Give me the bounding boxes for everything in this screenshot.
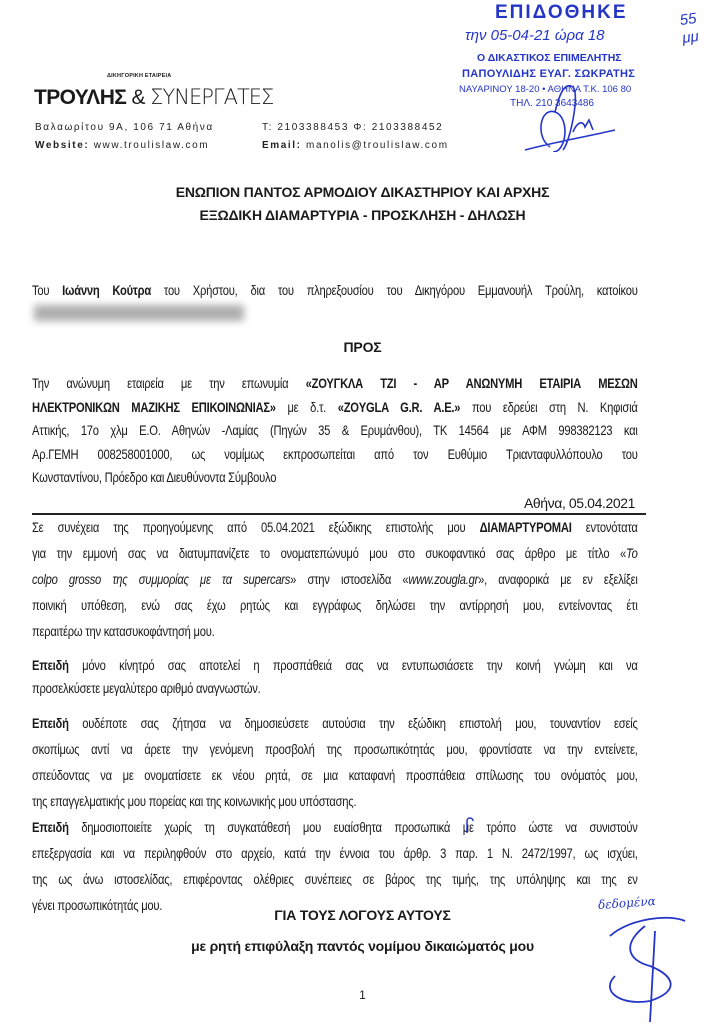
text-segment: Αττικής, 17ο χλμ Ε.Ο. Αθηνών -Λαμίας (Πηγών 35 & Ερυμάνθου), ΤΚ 14564 με ΑΦΜ 998382123 και (32, 422, 638, 438)
text-segment: περαιτέρω την κατασυκοφάντησή μου. (32, 623, 215, 639)
lawyer-signature (590, 912, 700, 1024)
text-segment: σπεύδοντας να με ονοματίσετε εκ νέου ρητά, σε μια καταφανή προσπάθεια σπίλωσης του ονόματός μου, (32, 767, 638, 783)
text-segment: Σε συνέχεια της προηγούμενης από 05.04.2021 εξώδικης επιστολής μου (32, 519, 480, 535)
firm-name-amp: & (126, 86, 151, 109)
body-line (32, 819, 638, 836)
stamp-officer-phone: ΤΗΛ. 210 3643486 (510, 98, 594, 109)
heading-pros: ΠΡΟΣ (343, 339, 382, 355)
bold-text: «ΖΟΥΓΚΛΑ ΤΖΙ - ΑΡ ΑΝΩΝΥΜΗ ΕΤΑΙΡΙΑ ΜΕΣΩΝ (305, 375, 638, 391)
body-line (32, 282, 638, 299)
body-line (32, 680, 638, 697)
bold-text: Επειδή (32, 819, 69, 835)
text-segment: », αναφορικά με εν εξελίξει (478, 571, 638, 587)
bold-text: «ZOYGLA G.R. A.E.» (337, 399, 461, 415)
divider (32, 513, 646, 515)
bold-text: Ιωάννη Κούτρα (62, 282, 151, 298)
text-segment: ουδέποτε σας ζήτησα να δημοσιεύσετε αυτούσια την εξώδικη επιστολή μου, τουναντίον εσείς (68, 715, 638, 731)
text-segment: με δ.τ. (275, 399, 338, 415)
stamp-date: την 05-04-21 ώρα 18 (465, 27, 605, 44)
text-segment: της επαγγελματικής μου πορείας και της κοινωνικής μου υπόστασης. (32, 793, 357, 809)
body-line (32, 399, 638, 416)
text-segment: για την εμμονή σας να διατυμπανίζετε το ονοματεπώνυμό μου στο συκοφαντικό σας άρθρο με τίτλο « (32, 545, 627, 561)
email-label: Email: (262, 140, 302, 151)
italic-text: colpo grosso της συμμορίας με τα supercars (32, 571, 291, 587)
firm-email (262, 140, 449, 151)
firm-name-bold: ΤΡΟΥΛΗΣ (34, 86, 127, 109)
text-segment: Του (32, 282, 63, 298)
document-date: Αθήνα, 05.04.2021 (523, 495, 635, 511)
bold-text: ΗΛΕΚΤΡΟΝΙΚΩΝ ΜΑΖΙΚΗΣ ΕΠΙΚΟΙΝΩΝΙΑΣ» (32, 399, 276, 415)
body-line (32, 623, 638, 640)
text-segment: δημοσιοποιείτε χωρίς τη συγκατάθεσή μου ευαίσθητα προσωπικά με τρόπο ώστε να συνιστούν (68, 819, 638, 835)
page-number: 1 (359, 988, 366, 1002)
text-segment: γένει προσωπικότητάς μου. (32, 897, 163, 913)
stamp-title: ΕΠΙΔΟΘΗΚΕ (495, 2, 628, 23)
body-line (32, 741, 638, 758)
body-line (32, 871, 638, 888)
body-line (32, 597, 638, 614)
heading-court: ΕΝΩΠΙΟΝ ΠΑΝΤΟΣ ΑΡΜΟΔΙΟΥ ΔΙΚΑΣΤΗΡΙΟΥ ΚΑΙ ΑΡΧΗΣ (175, 184, 550, 200)
redacted-address (34, 305, 244, 321)
stamp-handwritten-time: 55 μμ (678, 9, 700, 47)
stamp-officer-name: ΠΑΠΟΥΛΙΔΗΣ ΕΥΑΓ. ΣΩΚΡΑΤΗΣ (462, 68, 636, 80)
handwritten-note: δεδομένα (597, 894, 657, 912)
body-line (32, 767, 638, 784)
stamp-officer-title: Ο ΔΙΚΑΣΤΙΚΟΣ ΕΠΙΜΕΛΗΤΗΣ (477, 52, 622, 64)
handwritten-insertion-mark (455, 815, 485, 835)
body-line (32, 793, 638, 810)
text-segment: εντονότατα (571, 519, 638, 535)
body-line (32, 422, 638, 439)
bold-text: ΔΙΑΜΑΡΤΥΡΟΜΑΙ (479, 519, 572, 535)
stamp-officer-address: ΝΑΥΑΡΙΝΟΥ 18-20 • ΑΘΗΝΑ Τ.Κ. 106 80 (459, 84, 632, 95)
heading-reasons: ΓΙΑ ΤΟΥΣ ΛΟΓΟΥΣ ΑΥΤΟΥΣ (274, 907, 451, 923)
bold-text: Επειδή (32, 715, 69, 731)
email-link[interactable]: manolis@troulislaw.com (306, 140, 449, 151)
text-segment: επεξεργασία και να περιληφθούν στο αρχείο, κατά την έννοια του άρθρ. 3 παρ. 1 Ν. 2472/1997, ως ισχύει, (32, 845, 638, 861)
body-line (32, 715, 638, 732)
text-segment: του Χρήστου, δια του πληρεξουσίου του Δικηγόρου Εμμανουήλ Τρούλη, κατοίκου (150, 282, 638, 298)
text-segment: Κωνσταντίνου, Πρόεδρο και Διευθύνοντα Σύμβουλο (32, 469, 277, 485)
heading-reservation: με ρητή επιφύλαξη παντός νομίμου δικαιώματός μου (191, 938, 534, 954)
body-line (32, 571, 638, 588)
body-line (32, 519, 638, 536)
website-label: Website: (35, 140, 90, 151)
body-line (32, 375, 638, 392)
heading-document-type: ΕΞΩΔΙΚΗ ΔΙΑΜΑΡΤΥΡΙΑ - ΠΡΟΣΚΛΗΣΗ - ΔΗΛΩΣΗ (199, 207, 526, 223)
text-segment: Την ανώνυμη εταιρεία με την επωνυμία (32, 375, 306, 391)
website-link[interactable]: www.troulislaw.com (93, 140, 210, 151)
firm-phone: Τ: 2103388453 Φ: 2103388452 (262, 122, 444, 133)
body-line (32, 446, 638, 463)
text-segment: προσελκύσετε μεγαλύτερο αριθμό αναγνωστών. (32, 680, 261, 696)
firm-website (35, 140, 209, 151)
body-line (32, 545, 638, 562)
text-segment: που εδρεύει στη Ν. Κηφισιά (460, 399, 638, 415)
body-line (32, 845, 638, 862)
firm-logo (34, 86, 273, 109)
italic-text: www.zougla.gr (408, 571, 479, 587)
text-segment: της ως άνω ιστοσελίδας, επιφέροντας ολέθριες συνέπειες σε βάρος της τιμής, της υπόληψης και της εν (32, 871, 638, 887)
text-segment: Αρ.ΓΕΜΗ 008258001000, ως νομίμως εκπροσωπείται από τον Ευθύμιο Τριανταφυλλόπουλο του (32, 446, 638, 462)
text-segment: » στην ιστοσελίδα « (290, 571, 409, 587)
text-segment: ποινική υπόθεση, ενώ σας έχω ρητώς και εγγράφως δηλώσει την αντίρρησή μου, εντείνοντας έτι (32, 597, 638, 613)
text-segment: μόνο κίνητρό σας αποτελεί η προσπάθειά σας να εντυπωσιάσετε την κοινή γνώμη και να (68, 657, 638, 673)
firm-name-light: ΣΥΝΕΡΓΑΤΕΣ (150, 85, 274, 109)
bold-text: Επειδή (32, 657, 69, 673)
firm-subtitle: ΔΙΚΗΓΟΡΙΚΗ ΕΤΑΙΡΕΙΑ (107, 73, 172, 79)
service-stamp (455, 2, 725, 152)
firm-address: Βαλαωρίτου 9Α, 106 71 Αθήνα (35, 122, 214, 133)
stamp-signature (455, 2, 725, 152)
body-line (32, 469, 638, 486)
text-segment: σκοπίμως αντί να άρετε την γενόμενη προσβολή της προσωπικότητάς μου, φροντίσατε να την εντείνετε, (32, 741, 638, 757)
body-line (32, 657, 638, 674)
italic-text: Το (626, 545, 638, 561)
